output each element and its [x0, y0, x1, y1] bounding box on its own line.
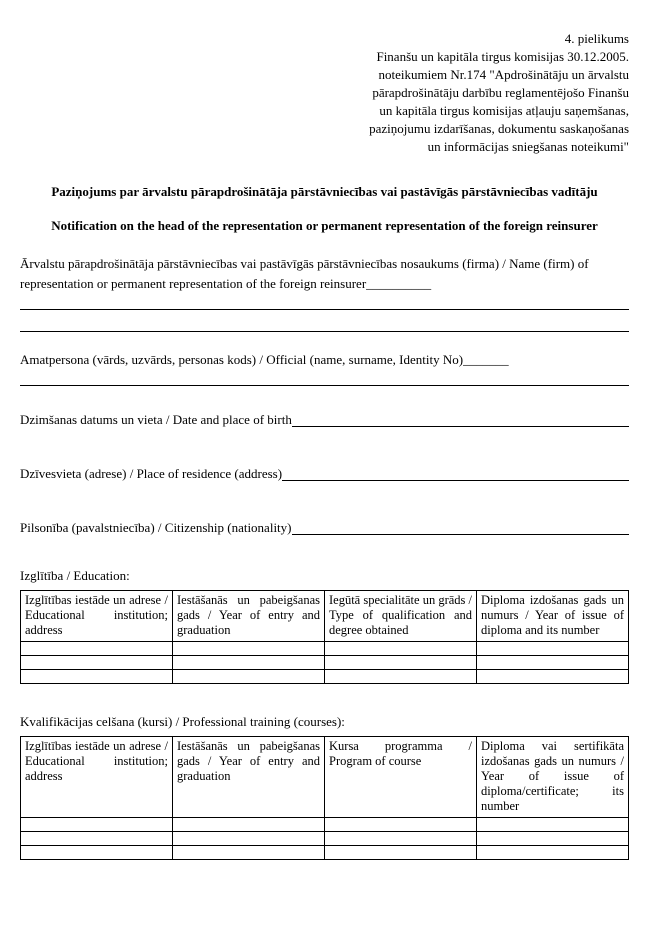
- fill-in-line: [292, 518, 630, 535]
- empty-cell: [173, 818, 325, 832]
- field-birth: [20, 410, 629, 430]
- empty-cell: [173, 846, 325, 860]
- empty-cell: [21, 656, 173, 670]
- training-empty-row: [21, 832, 629, 846]
- training-col-program: Kursa programma / Program of course: [325, 737, 477, 818]
- empty-cell: [477, 818, 629, 832]
- fill-in-line: [282, 464, 629, 481]
- empty-cell: [325, 656, 477, 670]
- training-header-row: [21, 737, 629, 818]
- fill-in-line: [292, 410, 629, 427]
- training-col-years: Iestāšanās un pabeigšanas gads / Year of entry and graduation: [173, 737, 325, 818]
- empty-cell: [21, 832, 173, 846]
- empty-cell: [21, 846, 173, 860]
- fill-underscores: _______: [463, 352, 509, 367]
- fill-in-line: [20, 310, 629, 332]
- empty-cell: [21, 642, 173, 656]
- empty-cell: [173, 642, 325, 656]
- training-col-institution: Izglītības iestāde un adrese / Educational institution; address: [21, 737, 173, 818]
- empty-cell: [325, 642, 477, 656]
- education-empty-row: [21, 642, 629, 656]
- empty-cell: [21, 670, 173, 684]
- empty-cell: [325, 832, 477, 846]
- empty-cell: [477, 832, 629, 846]
- training-col-diploma: Diploma vai sertifikāta izdošanas gads un numurs / Year of issue of diploma/certificate; its number: [477, 737, 629, 818]
- fill-in-line: [20, 370, 629, 386]
- empty-cell: [477, 846, 629, 860]
- annex-line: 4. pielikums: [564, 31, 629, 46]
- field-birth-label: Dzimšanas datums un vieta / Date and place of birth: [20, 412, 292, 427]
- training-table: [20, 736, 629, 860]
- field-official: [20, 350, 629, 370]
- empty-cell: [325, 670, 477, 684]
- empty-cell: [325, 818, 477, 832]
- field-firm-name: [20, 254, 629, 294]
- education-col-diploma: Diploma izdošanas gads un numurs / Year of issue of diploma and its number: [477, 591, 629, 642]
- empty-cell: [173, 832, 325, 846]
- empty-cell: [173, 670, 325, 684]
- education-empty-row: [21, 656, 629, 670]
- education-table: [20, 590, 629, 684]
- field-citizenship-label: Pilsonība (pavalstniecība) / Citizenship (nationality): [20, 520, 292, 535]
- fill-in-line: [20, 294, 629, 310]
- education-header-row: [21, 591, 629, 642]
- empty-cell: [173, 656, 325, 670]
- field-residence-label: Dzīvesvieta (adrese) / Place of residence (address): [20, 466, 283, 481]
- fill-underscores: __________: [366, 276, 432, 291]
- education-empty-row: [21, 670, 629, 684]
- education-col-years: Iestāšanās un pabeigšanas gads / Year of entry and graduation: [173, 591, 325, 642]
- education-col-qualification: Iegūtā specialitāte un grāds / Type of qualification and degree obtained: [325, 591, 477, 642]
- empty-cell: [325, 846, 477, 860]
- annex-line: un informācijas sniegšanas noteikumi": [427, 139, 629, 154]
- field-citizenship: [20, 518, 629, 538]
- field-residence: [20, 464, 629, 484]
- training-section-label: Kvalifikācijas celšana (kursi) / Professional training (courses):: [20, 714, 345, 729]
- empty-cell: [21, 818, 173, 832]
- annex-line: noteikumiem Nr.174 "Apdrošinātāju un ārvalstu: [378, 67, 629, 82]
- empty-cell: [477, 642, 629, 656]
- field-official-label: Amatpersona (vārds, uzvārds, personas kods) / Official (name, surname, Identity No): [20, 352, 464, 367]
- training-empty-row: [21, 846, 629, 860]
- education-section-label: Izglītība / Education:: [20, 568, 130, 583]
- empty-cell: [477, 656, 629, 670]
- annex-line: paziņojumu izdarīšanas, dokumentu saskaņošanas: [369, 121, 629, 136]
- annex-reference: [20, 30, 629, 156]
- education-col-institution: Izglītības iestāde un adrese / Educational institution; address: [21, 591, 173, 642]
- training-empty-row: [21, 818, 629, 832]
- title-latvian: Paziņojums par ārvalstu pārapdrošinātāja pārstāvniecības vai pastāvīgās pārstāvniecības vadītāju: [51, 184, 598, 199]
- empty-cell: [477, 670, 629, 684]
- annex-line: un kapitāla tirgus komisijas atļauju saņemšanas,: [379, 103, 629, 118]
- title-english: Notification on the head of the representation or permanent representation of the foreign reinsurer: [51, 218, 598, 233]
- annex-line: pārapdrošinātāju darbību reglamentējošo Finanšu: [372, 85, 629, 100]
- annex-line: Finanšu un kapitāla tirgus komisijas 30.12.2005.: [376, 49, 629, 64]
- field-firm-name-label: Ārvalstu pārapdrošinātāja pārstāvniecības vai pastāvīgās pārstāvniecības nosaukums (firma) / Name (firm) of representation or permanent representation of the foreign reinsurer: [20, 256, 589, 291]
